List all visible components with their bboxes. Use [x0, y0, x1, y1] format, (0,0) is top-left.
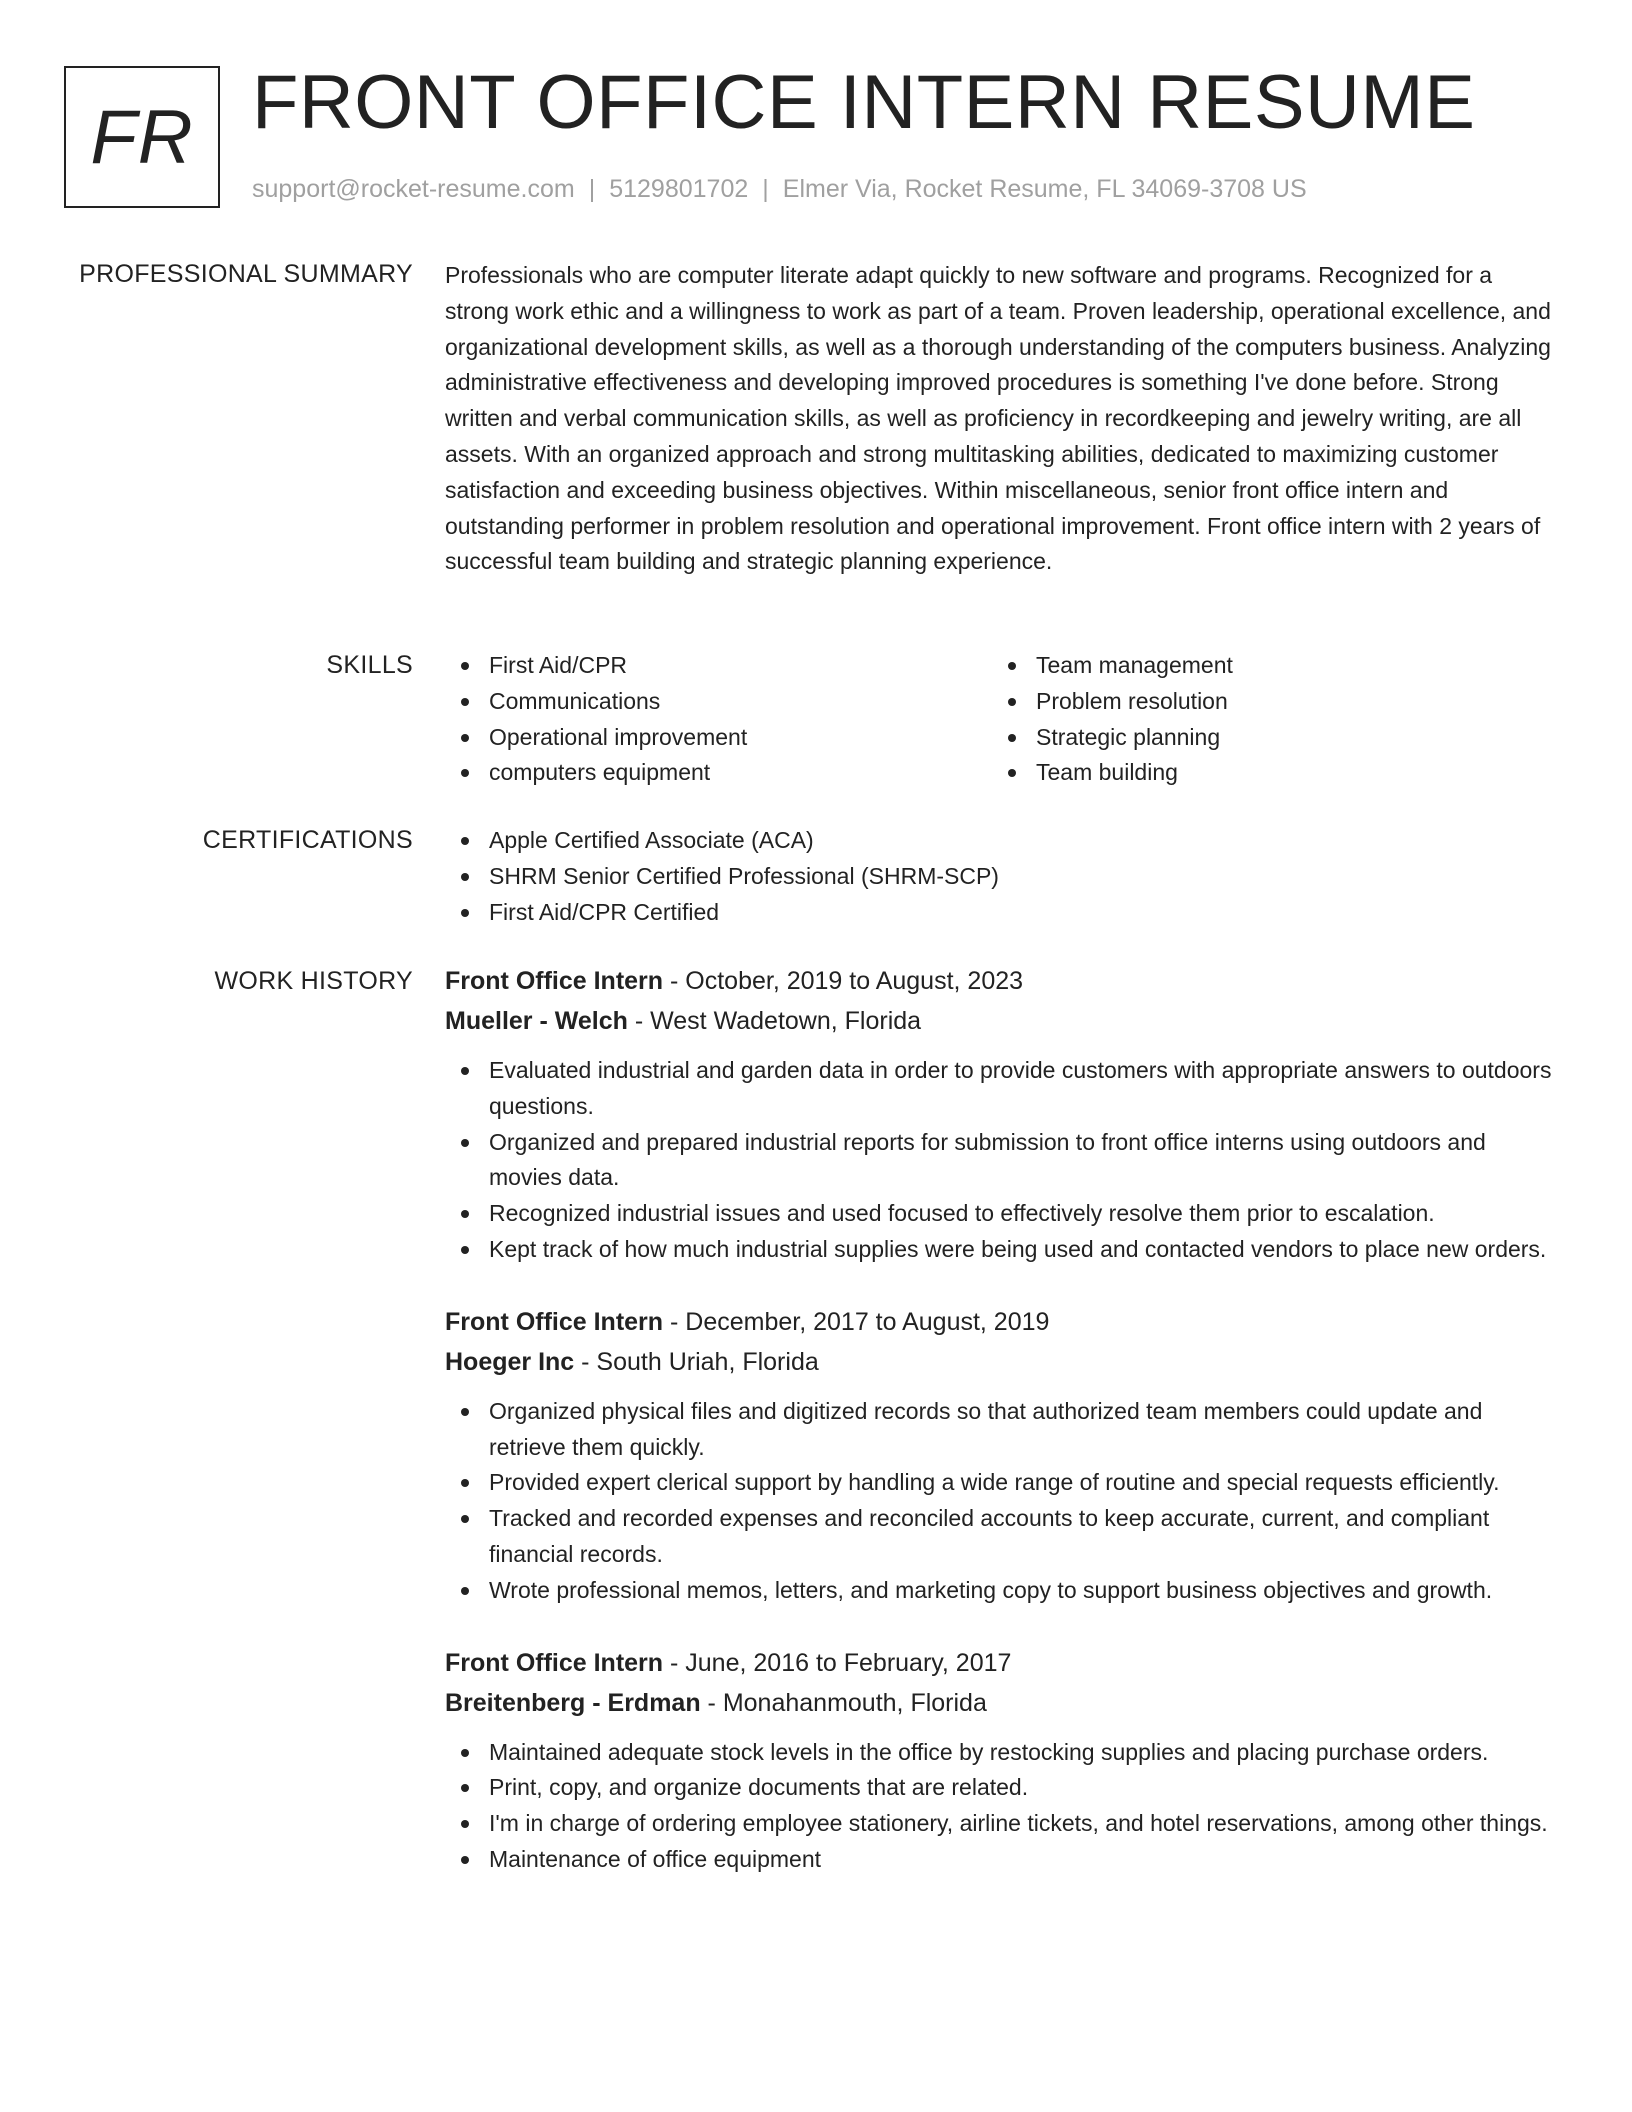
skills-list: [445, 648, 1560, 791]
skill-item: Team building: [992, 755, 1539, 791]
contact-separator: |: [762, 175, 769, 203]
section-label: WORK HISTORY: [214, 967, 413, 995]
contact-line: [252, 172, 1307, 206]
job-location: - West Wadetown, Florida: [627, 1007, 922, 1035]
certification-item: Apple Certified Associate (ACA): [445, 823, 1560, 859]
job-bullet: Tracked and recorded expenses and reconciled accounts to keep accurate, current, and compliant financial records.: [445, 1501, 1560, 1573]
section-label: CERTIFICATIONS: [202, 826, 413, 854]
contact-email: support@rocket-resume.com: [252, 175, 575, 203]
job-entry: [445, 961, 1560, 1268]
section-label: PROFESSIONAL SUMMARY: [79, 260, 413, 288]
job-company-line: [445, 1001, 1560, 1041]
skill-item: Communications: [445, 684, 992, 720]
job-dates: - October, 2019 to August, 2023: [663, 967, 1024, 995]
job-bullets: [445, 1735, 1560, 1878]
job-bullet: I'm in charge of ordering employee stationery, airline tickets, and hotel reservations, among other things.: [445, 1806, 1560, 1842]
resume-title: FRONT OFFICE INTERN RESUME: [252, 60, 1476, 145]
job-bullet: Evaluated industrial and garden data in order to provide customers with appropriate answers to outdoors questions.: [445, 1053, 1560, 1125]
skill-item: Team management: [992, 648, 1539, 684]
contact-address: Elmer Via, Rocket Resume, FL 34069-3708 US: [782, 175, 1307, 203]
job-bullet: Maintained adequate stock levels in the office by restocking supplies and placing purchase orders.: [445, 1735, 1560, 1771]
job-company-line: [445, 1342, 1560, 1382]
job-bullets: [445, 1053, 1560, 1268]
job-title-line: [445, 961, 1560, 1001]
job-company-line: [445, 1683, 1560, 1723]
skills-column-right: [992, 648, 1539, 791]
job-company: Breitenberg - Erdman: [445, 1688, 701, 1717]
job-entry: [445, 1302, 1560, 1609]
job-company: Mueller - Welch: [445, 1007, 628, 1035]
job-bullet: Print, copy, and organize documents that are related.: [445, 1770, 1560, 1806]
monogram-badge: FR: [64, 66, 220, 208]
skill-item: Operational improvement: [445, 720, 992, 756]
job-dates: - June, 2016 to February, 2017: [663, 1648, 1012, 1677]
job-bullet: Kept track of how much industrial supplies were being used and contacted vendors to place new orders.: [445, 1232, 1560, 1268]
job-title: Front Office Intern: [445, 967, 664, 995]
job-bullet: Organized and prepared industrial reports for submission to front office interns using outdoors and movies data.: [445, 1125, 1560, 1197]
job-title-line: [445, 1302, 1560, 1342]
summary-text: Professionals who are computer literate adapt quickly to new software and programs. Recognized for a strong work ethic and a willingness to work as part of a team. Proven leadership, operational excellence, and organizational development skills, as well as a thorough understanding of the computers business. Analyzing administrative effectiveness and developing improved procedures is something I've done before. Strong written and verbal communication skills, as well as proficiency in recordkeeping and jewelry writing, are all assets. With an organized approach and strong multitasking abilities, dedicated to maximizing customer satisfaction and exceeding business objectives. Within miscellaneous, senior front office intern and outstanding performer in problem resolution and operational improvement. Front office intern with 2 years of successful team building and strategic planning experience.: [445, 262, 1551, 575]
job-entry: [445, 1643, 1560, 1878]
skill-item: First Aid/CPR: [445, 648, 992, 684]
job-bullet: Wrote professional memos, letters, and marketing copy to support business objectives and growth.: [445, 1573, 1560, 1609]
job-bullet: Recognized industrial issues and used focused to effectively resolve them prior to escalation.: [445, 1196, 1560, 1232]
certification-item: First Aid/CPR Certified: [445, 895, 1560, 931]
contact-separator: |: [588, 175, 596, 203]
certifications-list: [445, 823, 1560, 930]
job-dates: - December, 2017 to August, 2019: [663, 1307, 1050, 1336]
job-title-line: [445, 1643, 1560, 1683]
skills-column-left: [445, 648, 992, 791]
job-company: Hoeger Inc: [445, 1347, 575, 1376]
job-location: - South Uriah, Florida: [574, 1347, 819, 1376]
job-location: - Monahanmouth, Florida: [700, 1688, 987, 1717]
job-title: Front Office Intern: [445, 1307, 664, 1336]
job-bullets: [445, 1394, 1560, 1609]
skill-item: Strategic planning: [992, 720, 1539, 756]
job-bullet: Provided expert clerical support by handling a wide range of routine and special requests efficiently.: [445, 1465, 1560, 1501]
job-title: Front Office Intern: [445, 1648, 664, 1677]
contact-phone: 5129801702: [609, 175, 749, 203]
section-label: SKILLS: [326, 651, 413, 679]
work-history-list: [445, 961, 1560, 1878]
certification-item: SHRM Senior Certified Professional (SHRM-SCP): [445, 859, 1560, 895]
job-bullet: Maintenance of office equipment: [445, 1842, 1560, 1878]
job-bullet: Organized physical files and digitized records so that authorized team members could update and retrieve them quickly.: [445, 1394, 1560, 1466]
skill-item: computers equipment: [445, 755, 992, 791]
skill-item: Problem resolution: [992, 684, 1539, 720]
